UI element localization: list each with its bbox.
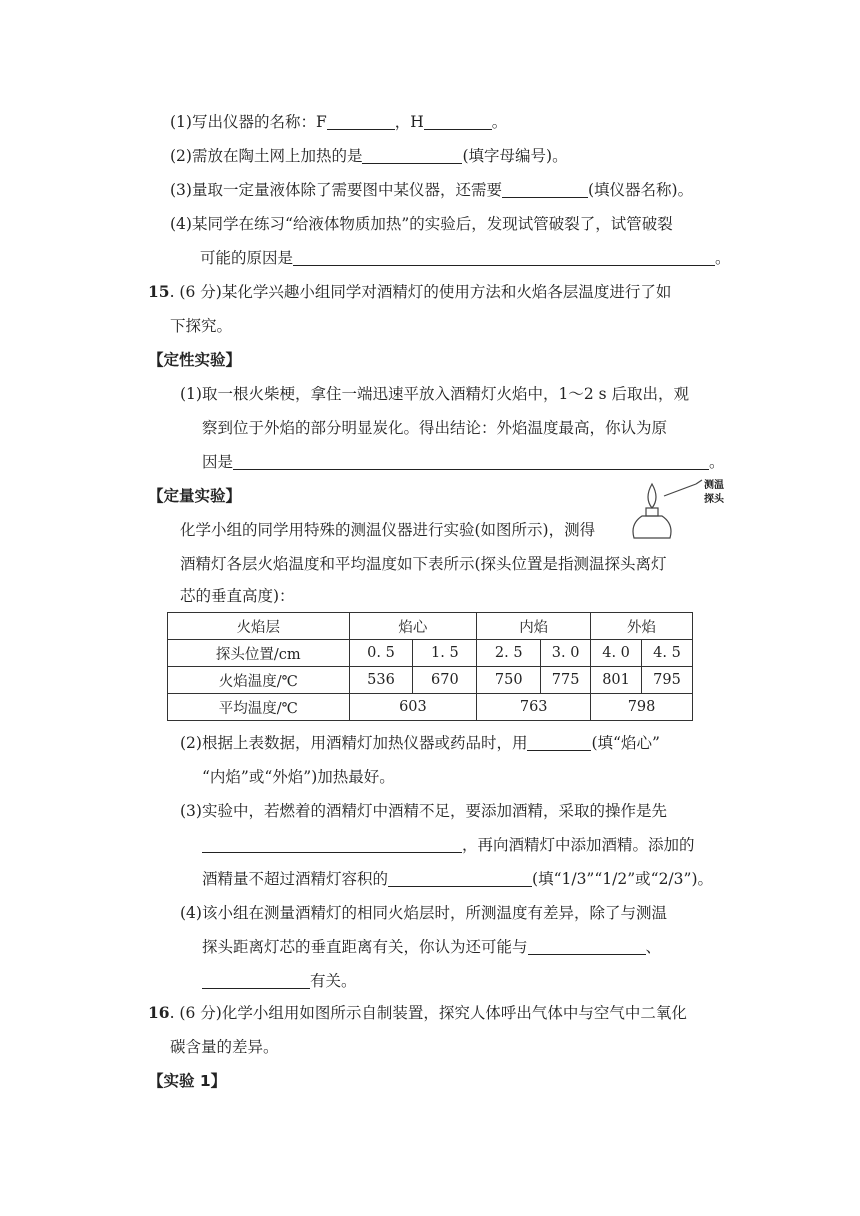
question-number: 16: [148, 1003, 170, 1022]
q15-part3-line1: (3)实验中，若燃着的酒精灯中酒精不足，要添加酒精，采取的操作是先: [180, 802, 667, 820]
q15-qual-line2: 察到位于外焰的部分明显炭化。得出结论：外焰温度最高，你认为原: [202, 419, 668, 437]
answer-blank[interactable]: [233, 453, 709, 470]
answer-blank[interactable]: [502, 181, 588, 198]
answer-blank[interactable]: [528, 938, 646, 955]
table-row: 火焰层 焰心 内焰 外焰: [168, 613, 693, 640]
lamp-body: [633, 516, 671, 538]
q15-part2-line2: “内焰”或“外焰”)加热最好。: [202, 768, 395, 786]
lamp-neck: [646, 508, 658, 516]
q15-quant-line1: 化学小组的同学用特殊的测温仪器进行实验(如图所示)，测得: [180, 521, 596, 539]
q16-stem-line2: 碳含量的差异。: [170, 1038, 279, 1056]
figure-label-probe-1: 测温: [704, 480, 724, 491]
q16-stem-line1: 16. (6 分)化学小组用如图所示自制装置，探究人体呼出气体中与空气中二氧化: [148, 1003, 687, 1022]
flame-temperature-table: [167, 612, 693, 721]
q15-part3-line2: ，再向酒精灯中添加酒精。添加的: [202, 834, 695, 856]
answer-blank[interactable]: [388, 870, 532, 887]
section-heading-qualitative: 【定性实验】: [148, 351, 242, 369]
table-row: 探头位置/cm 0. 5 1. 5 2. 5 3. 0 4. 0 4. 5: [168, 640, 693, 667]
q14-part4-line2: 可能的原因是 。: [200, 249, 731, 267]
q15-qual-line1: (1)取一根火柴梗，拿住一端迅速平放入酒精灯火焰中，1～2 s 后取出，观: [180, 385, 689, 403]
answer-blank[interactable]: [362, 147, 462, 164]
answer-blank[interactable]: [327, 113, 395, 130]
answer-blank[interactable]: [527, 734, 591, 751]
q15-qual-line3: 因是 。: [202, 453, 725, 471]
q15-part2-line1: (2)根据上表数据，用酒精灯加热仪器或药品时，用 (填“焰心”: [180, 734, 660, 752]
q14-part2: (2)需放在陶土网上加热的是 (填字母编号)。: [170, 147, 568, 165]
answer-blank[interactable]: [202, 972, 310, 989]
question-number: 15: [148, 282, 170, 301]
q14-part1: (1)写出仪器的名称：F ，H 。: [170, 113, 508, 131]
table-row: 平均温度/℃ 603 763 798: [168, 694, 693, 721]
probe-line: [664, 484, 696, 496]
answer-blank[interactable]: [202, 836, 462, 853]
answer-blank[interactable]: [424, 113, 492, 130]
q15-part3-line3: 酒精量不超过酒精灯容积的 (填“1/3”“1/2”或“2/3”)。: [202, 870, 713, 888]
figure-label-probe-2: 探头: [704, 494, 724, 505]
answer-blank[interactable]: [293, 249, 715, 266]
section-heading-experiment-1: 【实验 1】: [148, 1072, 227, 1090]
q15-quant-line2: 酒精灯各层火焰温度和平均温度如下表所示(探头位置是指测温探头离灯: [180, 555, 667, 573]
q15-stem-line1: 15. (6 分)某化学兴趣小组同学对酒精灯的使用方法和火焰各层温度进行了如: [148, 282, 672, 301]
q15-part4-line1: (4)该小组在测量酒精灯的相同火焰层时，所测温度有差异，除了与测温: [180, 904, 667, 922]
q15-stem-line2: 下探究。: [170, 317, 233, 335]
q15-quant-line3: 芯的垂直高度)：: [180, 587, 295, 605]
q14-part4-line1: (4)某同学在练习“给液体物质加热”的实验后，发现试管破裂了，试管破裂: [170, 215, 673, 233]
q14-part3: (3)量取一定量液体除了需要图中某仪器，还需要 (填仪器名称)。: [170, 181, 694, 199]
q15-part4-line3: 有关。: [202, 970, 357, 992]
q15-part4-line2: 探头距离灯芯的垂直距离有关，你认为还可能与 、: [202, 938, 662, 956]
section-heading-quantitative: 【定量实验】: [148, 487, 242, 505]
table-row: 火焰温度/℃ 536 670 750 775 801 795: [168, 667, 693, 694]
flame-icon: [648, 484, 656, 508]
